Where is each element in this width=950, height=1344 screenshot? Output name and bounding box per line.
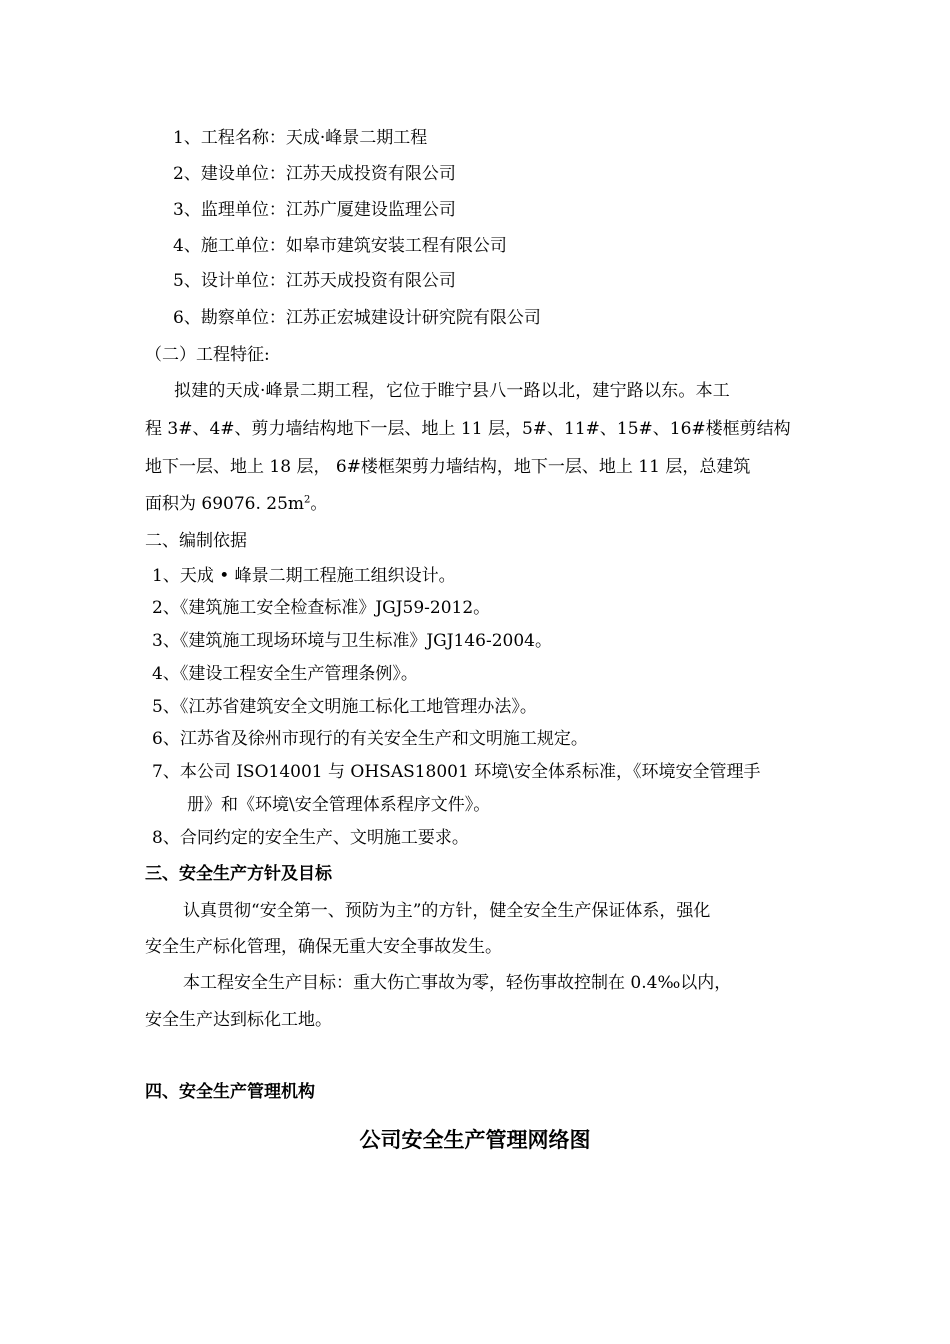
basis-item-7-line-2: 册》和《环境\安全管理体系程序文件》。: [187, 795, 491, 815]
unit-contractor: 4、施工单位：如皋市建筑安装工程有限公司: [173, 236, 507, 256]
policy-paragraph-1-line-2: 安全生产标化管理，确保无重大安全事故发生。: [145, 937, 502, 957]
features-paragraph-line-3: 地下一层、地上 18 层， 6#楼框架剪力墙结构，地下一层、地上 11 层，总建筑: [145, 457, 751, 477]
org-chart-title: 公司安全生产管理网络图: [359, 1128, 591, 1152]
features-paragraph-line-4: [145, 494, 327, 514]
basis-item-2: 2、《建筑施工安全检查标准》JGJ59-2012。: [152, 598, 491, 618]
policy-paragraph-1-line-1: 认真贯彻“安全第一、预防为主”的方针，健全安全生产保证体系，强化: [183, 901, 711, 921]
area-text: 面积为 69076. 25m: [145, 494, 305, 514]
basis-item-7-line-1: 7、本公司 ISO14001 与 OHSAS18001 环境\安全体系标准，《环境安全管理手: [152, 762, 761, 782]
org-heading: 四、安全生产管理机构: [145, 1082, 315, 1102]
features-paragraph-line-2: 程 3#、4#、剪力墙结构地下一层、地上 11 层，5#、11#、15#、16#楼框剪结构: [145, 419, 791, 439]
basis-item-8: 8、合同约定的安全生产、文明施工要求。: [152, 828, 469, 848]
policy-paragraph-2-line-2: 安全生产达到标化工地。: [145, 1010, 332, 1030]
policy-heading: 三、安全生产方针及目标: [145, 864, 332, 884]
features-heading: （二）工程特征:: [145, 345, 270, 365]
unit-builder: 2、建设单位：江苏天成投资有限公司: [173, 164, 456, 184]
basis-heading: 二、编制依据: [145, 531, 247, 551]
area-superscript: 2: [304, 494, 311, 506]
unit-designer: 5、设计单位：江苏天成投资有限公司: [173, 271, 456, 291]
basis-item-3: 3、《建筑施工现场环境与卫生标准》JGJ146-2004。: [152, 631, 552, 651]
unit-surveyor: 6、勘察单位：江苏正宏城建设计研究院有限公司: [173, 308, 541, 328]
unit-supervisor: 3、监理单位：江苏广厦建设监理公司: [173, 200, 456, 220]
basis-item-5: 5、《江苏省建筑安全文明施工标化工地管理办法》。: [152, 697, 537, 717]
area-end: 。: [310, 494, 328, 514]
policy-paragraph-2-line-1: 本工程安全生产目标：重大伤亡事故为零，轻伤事故控制在 0.4‰以内，: [183, 973, 732, 993]
unit-project-name: 1、工程名称：天成·峰景二期工程: [173, 128, 428, 148]
basis-item-6: 6、江苏省及徐州市现行的有关安全生产和文明施工规定。: [152, 729, 588, 749]
features-paragraph-line-1: 拟建的天成·峰景二期工程，它位于睢宁县八一路以北，建宁路以东。本工: [174, 381, 731, 401]
basis-item-4: 4、《建设工程安全生产管理条例》。: [152, 664, 418, 684]
basis-item-1: 1、天成 • 峰景二期工程施工组织设计。: [152, 566, 456, 586]
